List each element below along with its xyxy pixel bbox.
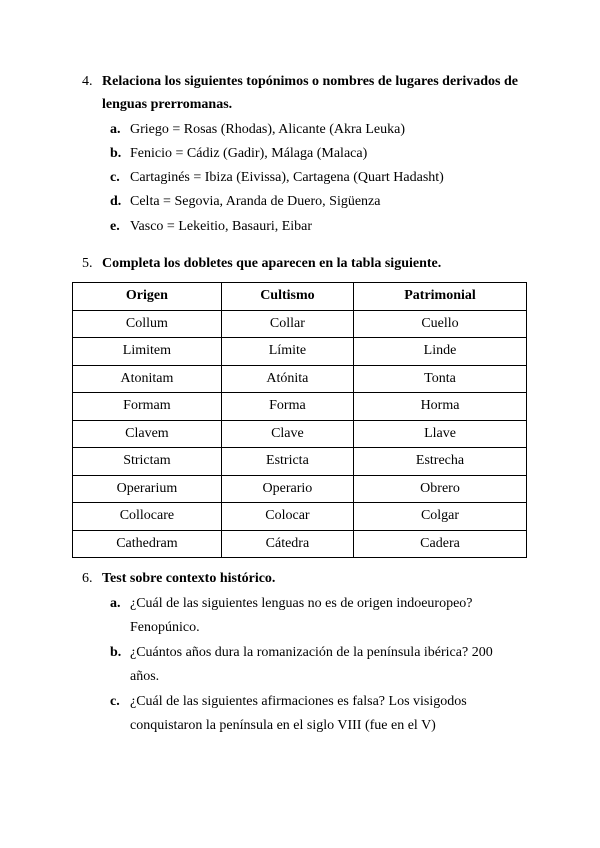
- question-6-number: 6.: [82, 571, 93, 586]
- list-item: [0, 596, 600, 618]
- table-cell: Linde: [354, 338, 527, 366]
- table-cell: Colocar: [221, 503, 353, 531]
- table-cell: Operario: [221, 475, 353, 503]
- table-row: [73, 448, 527, 476]
- table-cell: Cuello: [354, 310, 527, 338]
- table-cell: Horma: [354, 393, 527, 421]
- table-cell: Atónita: [221, 365, 353, 393]
- table-cell: Collocare: [73, 503, 222, 531]
- table-cell: Estrecha: [354, 448, 527, 476]
- item-text-line2: conquistaron la península en el siglo VIII (fue en el V): [130, 718, 436, 733]
- item-letter: c.: [110, 170, 120, 185]
- item-text: Cartaginés = Ibiza (Eivissa), Cartagena (Quart Hadasht): [130, 170, 444, 185]
- table-row: [73, 310, 527, 338]
- item-letter: c.: [110, 694, 120, 709]
- table-row: [73, 338, 527, 366]
- item-letter: a.: [110, 122, 121, 137]
- table-cell: Obrero: [354, 475, 527, 503]
- item-text: Griego = Rosas (Rhodas), Alicante (Akra Leuka): [130, 122, 405, 137]
- table-cell: Tonta: [354, 365, 527, 393]
- table-row: [73, 530, 527, 558]
- table-cell: Cátedra: [221, 530, 353, 558]
- item-text: Fenicio = Cádiz (Gadir), Málaga (Malaca): [130, 146, 368, 161]
- table-row: [73, 393, 527, 421]
- table-row: [73, 475, 527, 503]
- item-text: Vasco = Lekeitio, Basauri, Eibar: [130, 219, 313, 234]
- table-cell: Cathedram: [73, 530, 222, 558]
- item-letter: b.: [110, 146, 122, 161]
- question-4-title-line2: lenguas prerromanas.: [102, 97, 233, 112]
- table-cell: Cadera: [354, 530, 527, 558]
- table-cell: Formam: [73, 393, 222, 421]
- table-cell: Clave: [221, 420, 353, 448]
- list-item-cont: [0, 669, 600, 691]
- table-cell: Forma: [221, 393, 353, 421]
- table-cell: Clavem: [73, 420, 222, 448]
- table-row: [73, 503, 527, 531]
- list-item: [0, 122, 600, 144]
- question-5-number: 5.: [82, 256, 93, 271]
- question-4-title: Relaciona los siguientes topónimos o nombres de lugares derivados de: [102, 74, 519, 89]
- table-row: [73, 420, 527, 448]
- question-6-title: Test sobre contexto histórico.: [102, 571, 276, 586]
- list-item-cont: [0, 620, 600, 642]
- table-cell: Atonitam: [73, 365, 222, 393]
- question-4-number: 4.: [82, 74, 93, 89]
- item-letter: b.: [110, 645, 122, 660]
- column-header-cultismo: Cultismo: [221, 283, 353, 311]
- table-cell: Límite: [221, 338, 353, 366]
- list-item: [0, 694, 600, 716]
- item-text-line2: Fenopúnico.: [130, 620, 200, 635]
- list-item: [0, 194, 600, 216]
- table-cell: Estricta: [221, 448, 353, 476]
- table-header-row: [73, 283, 527, 311]
- table-cell: Limitem: [73, 338, 222, 366]
- item-letter: a.: [110, 596, 121, 611]
- list-item: [0, 219, 600, 241]
- item-letter: d.: [110, 194, 122, 209]
- table-cell: Collum: [73, 310, 222, 338]
- list-item: [0, 645, 600, 667]
- table-row: [73, 365, 527, 393]
- item-text: ¿Cuál de las siguientes afirmaciones es falsa? Los visigodos: [130, 694, 467, 709]
- column-header-origen: Origen: [73, 283, 222, 311]
- table-cell: Colgar: [354, 503, 527, 531]
- table-cell: Llave: [354, 420, 527, 448]
- question-5-title: Completa los dobletes que aparecen en la tabla siguiente.: [102, 256, 442, 271]
- table-cell: Operarium: [73, 475, 222, 503]
- item-text-line2: años.: [130, 669, 160, 684]
- item-text: ¿Cuál de las siguientes lenguas no es de origen indoeuropeo?: [130, 596, 473, 611]
- item-text: Celta = Segovia, Aranda de Duero, Sigüenza: [130, 194, 381, 209]
- table-cell: Collar: [221, 310, 353, 338]
- list-item: [0, 170, 600, 192]
- item-letter: e.: [110, 219, 120, 234]
- list-item-cont: [0, 718, 600, 740]
- column-header-patrimonial: Patrimonial: [354, 283, 527, 311]
- item-text: ¿Cuántos años dura la romanización de la península ibérica? 200: [130, 645, 493, 660]
- table-cell: Strictam: [73, 448, 222, 476]
- list-item: [0, 146, 600, 168]
- doublets-table: [72, 282, 527, 558]
